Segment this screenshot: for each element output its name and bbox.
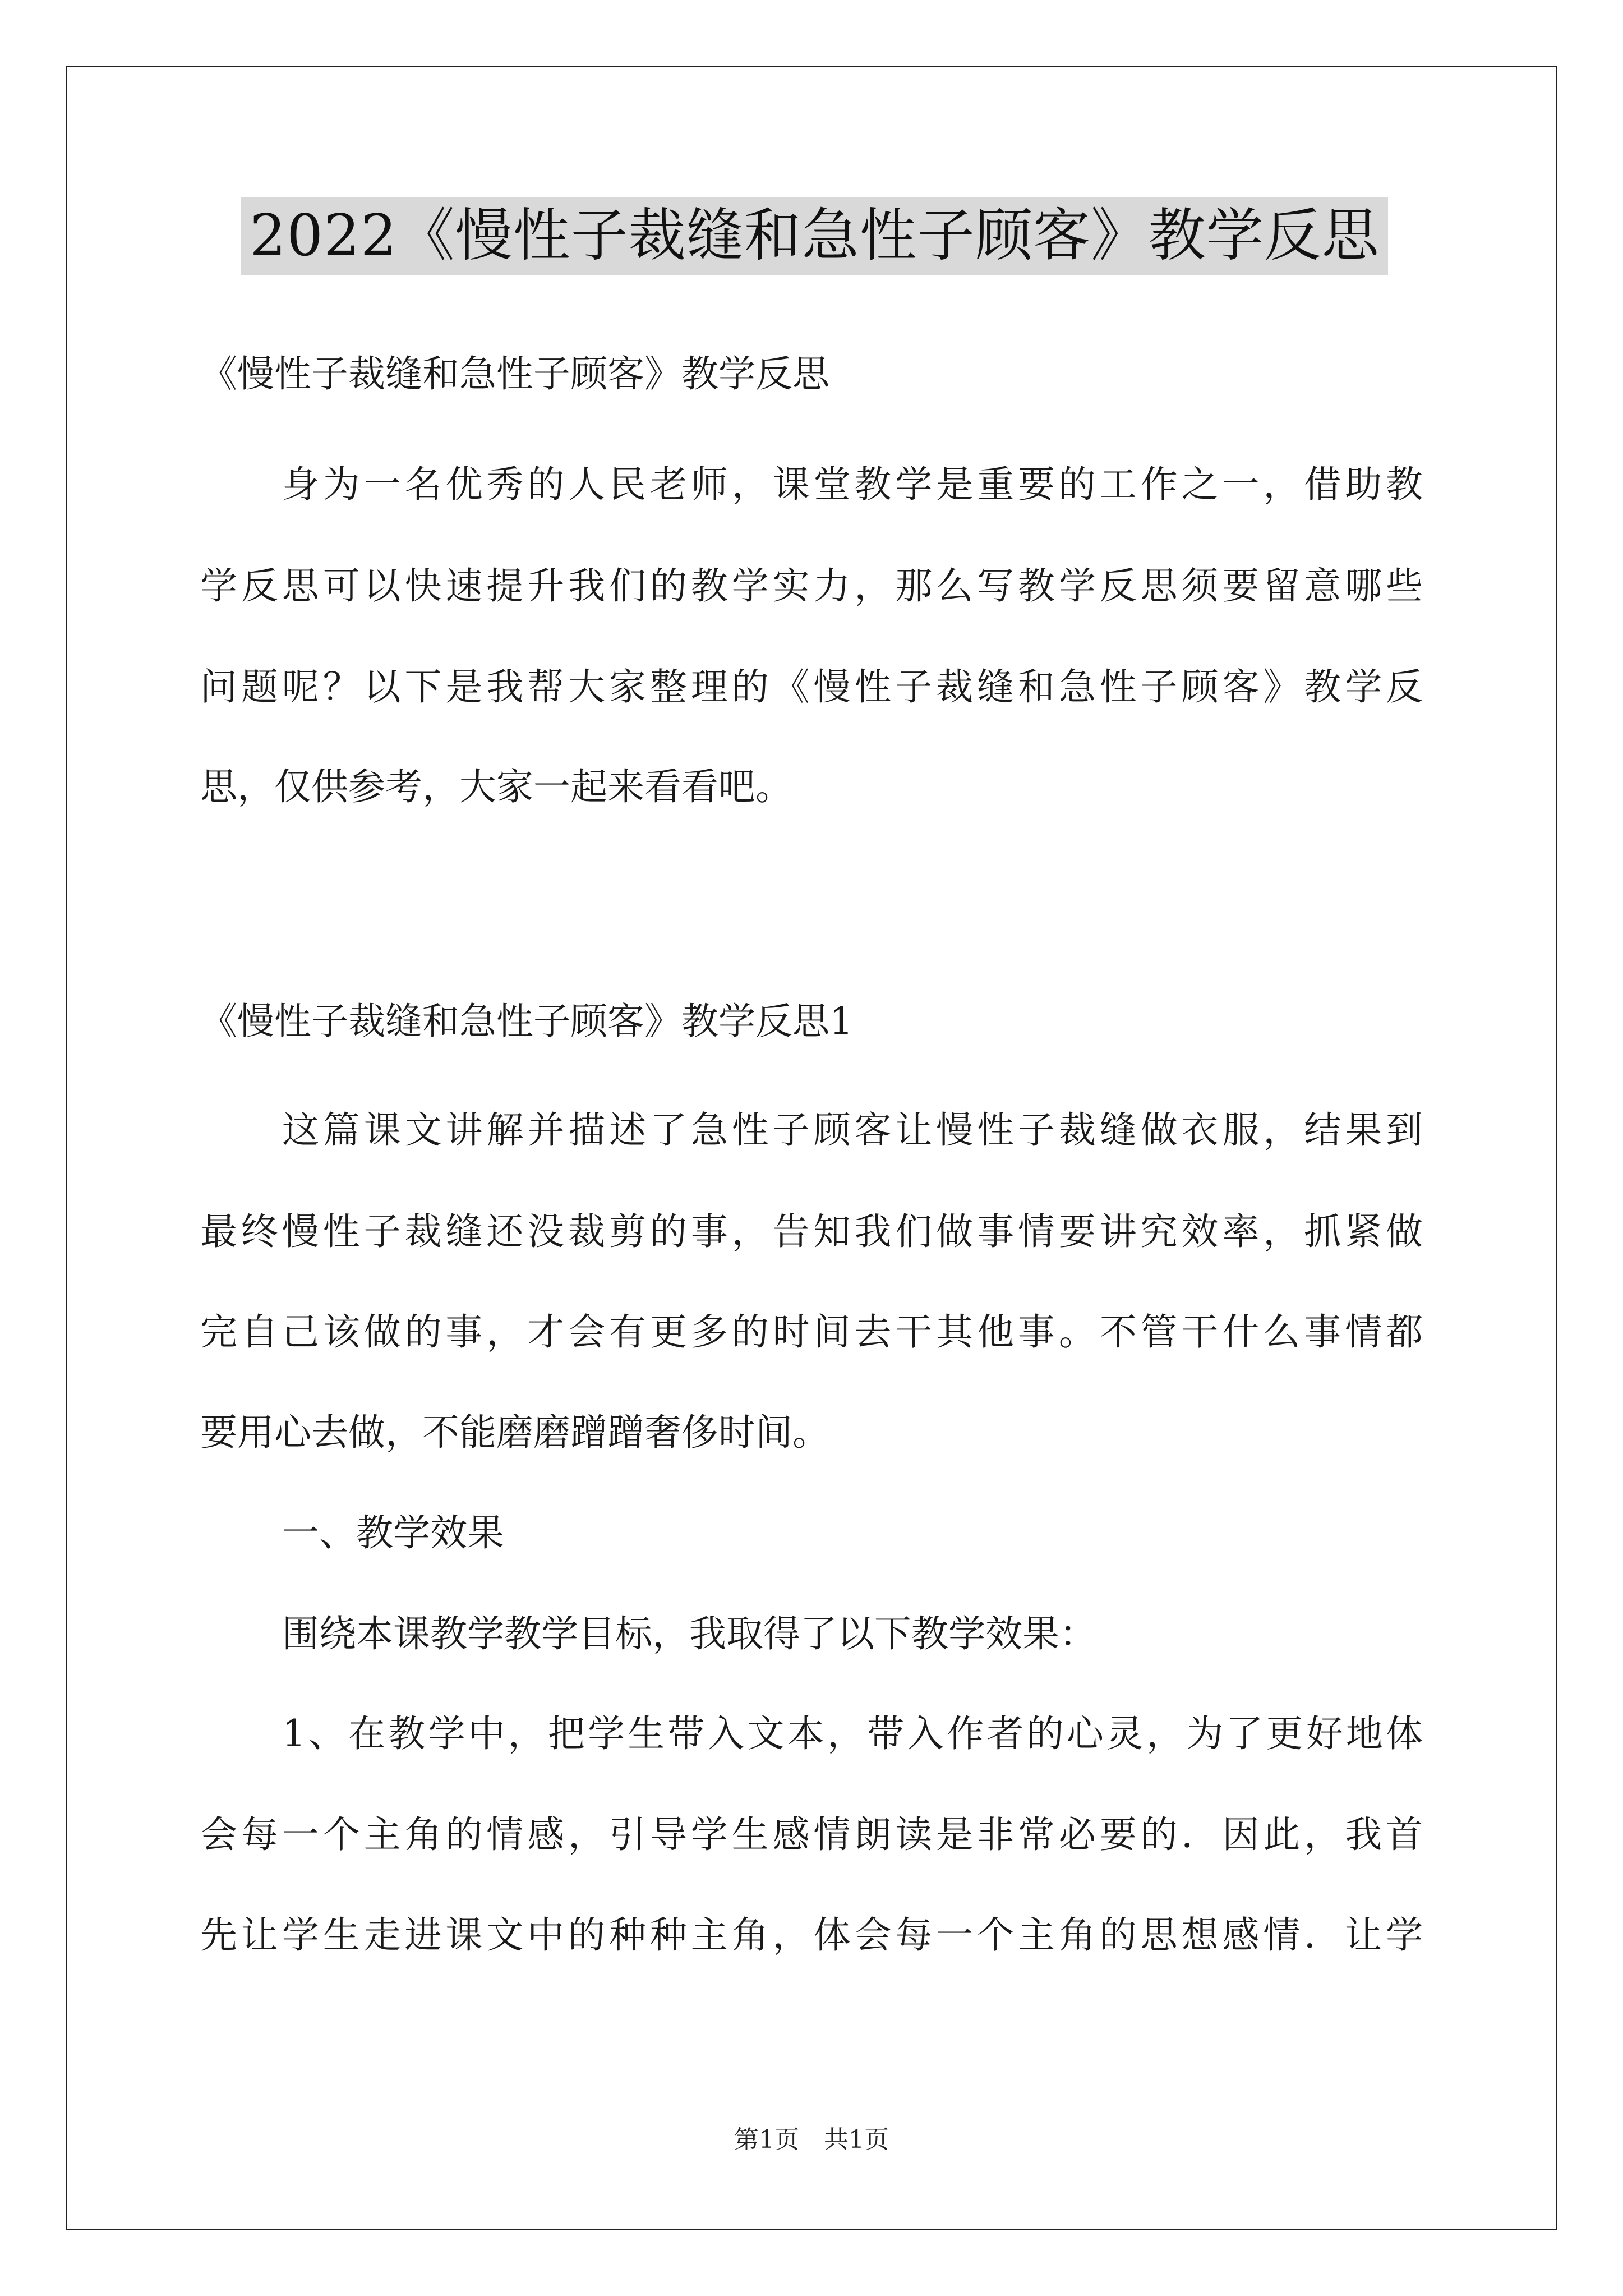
paragraph-line: 完自己该做的事，才会有更多的时间去干其他事。不管干什么事情都	[200, 1310, 1423, 1354]
paragraph-line: 学反思可以快速提升我们的教学实力，那么写教学反思须要留意哪些	[200, 564, 1423, 608]
paragraph-line: 问题呢？以下是我帮大家整理的《慢性子裁缝和急性子顾客》教学反	[200, 665, 1423, 708]
subtitle-line: 《慢性子裁缝和急性子顾客》教学反思	[200, 352, 829, 395]
paragraph-line: 最终慢性子裁缝还没裁剪的事，告知我们做事情要讲究效率，抓紧做	[200, 1210, 1423, 1253]
paragraph-line: 1、在教学中，把学生带入文本，带入作者的心灵，为了更好地体	[282, 1712, 1423, 1755]
paragraph-line: 先让学生走进课文中的种种主角，体会每一个主角的思想感情．让学	[200, 1913, 1423, 1957]
paragraph-line: 思，仅供参考，大家一起来看看吧。	[200, 765, 792, 808]
paragraph-line: 这篇课文讲解并描述了急性子顾客让慢性子裁缝做衣服，结果到	[282, 1108, 1423, 1152]
subsection-heading: 一、教学效果	[282, 1511, 504, 1554]
paragraph-line: 会每一个主角的情感，引导学生感情朗读是非常必要的．因此，我首	[200, 1813, 1423, 1856]
paragraph-line: 要用心去做，不能磨磨蹭蹭奢侈时间。	[200, 1411, 829, 1454]
paragraph-line: 身为一名优秀的人民老师，课堂教学是重要的工作之一，借助教	[282, 463, 1423, 506]
document-title: 2022《慢性子裁缝和急性子顾客》教学反思	[241, 197, 1388, 275]
section-heading: 《慢性子裁缝和急性子顾客》教学反思1	[200, 1000, 853, 1043]
page-footer: 第1页 共1页	[734, 2125, 889, 2154]
paragraph-line: 围绕本课教学教学目标，我取得了以下教学效果：	[282, 1612, 1096, 1655]
